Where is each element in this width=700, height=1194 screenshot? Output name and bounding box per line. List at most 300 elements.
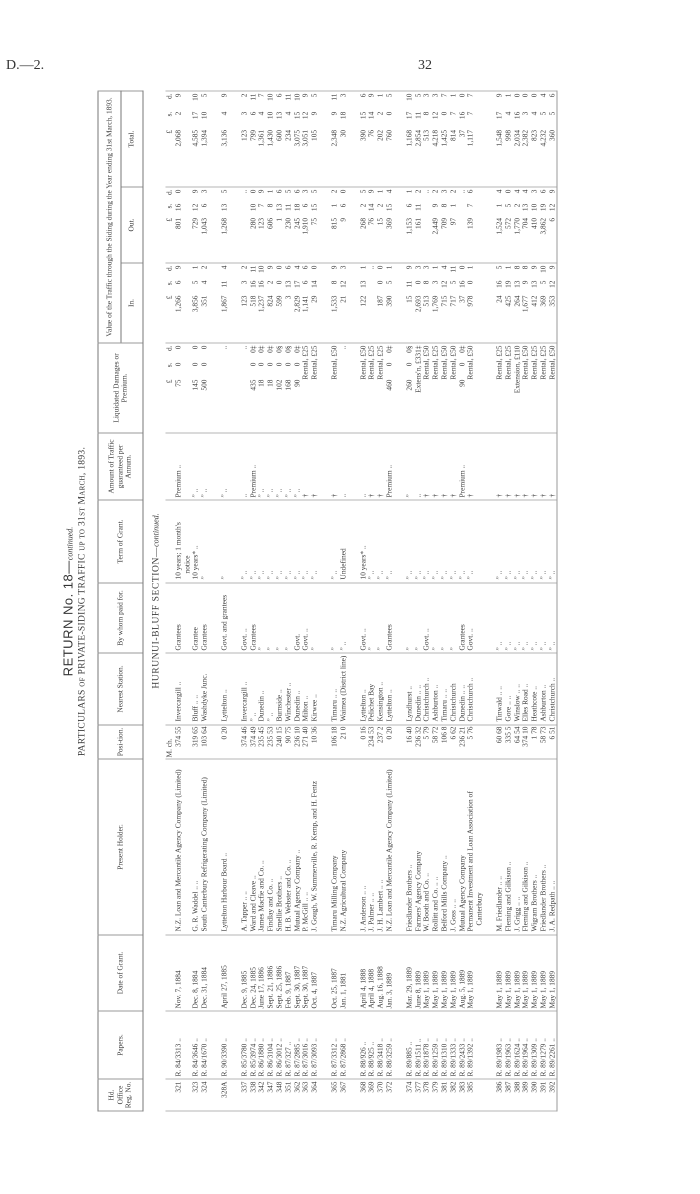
- papers-cell: [174, 1011, 192, 1079]
- shillings: 13: [520, 203, 530, 212]
- position: 58 72: [430, 726, 440, 744]
- papers-cell: [220, 1011, 229, 1079]
- papers: R. 89/1333 ..: [447, 1038, 457, 1077]
- value-in-amount: [466, 266, 475, 341]
- liquidated-damages-amount: [284, 346, 293, 431]
- term-of-grant-cell: [200, 500, 209, 583]
- date-of-grant-cell: [220, 935, 229, 1011]
- pence: 1: [265, 189, 275, 194]
- liquidated-damages: Rental, £50: [520, 345, 530, 380]
- pence: 0: [247, 189, 257, 194]
- shillings: 0: [412, 280, 422, 285]
- pounds: 2,693: [412, 295, 422, 313]
- position: 10 36: [309, 726, 319, 744]
- nearest-station-cell: [385, 653, 394, 725]
- value-out-cell: [385, 187, 394, 263]
- pence: 2: [430, 189, 440, 194]
- gap-cell: [484, 583, 495, 653]
- pounds: 1,361: [256, 129, 266, 147]
- shillings: 12: [430, 111, 440, 120]
- office-reg-no: 378: [421, 1081, 431, 1093]
- present-holder-cell: [449, 759, 458, 935]
- position-cell: [220, 725, 229, 759]
- pounds: 801: [172, 217, 182, 229]
- office-reg-no: 347: [265, 1081, 275, 1093]
- unit-lsd-total: [165, 94, 174, 185]
- shillings: 9: [430, 203, 440, 208]
- pence: 11: [447, 265, 457, 273]
- term-of-grant: 10 years; 1 month's notice: [172, 522, 191, 580]
- value-out-cell: [240, 187, 249, 263]
- value-in-cell: [466, 263, 484, 343]
- office-reg-no: 363: [300, 1081, 310, 1093]
- amount-guaranteed: †: [529, 493, 539, 498]
- value-in-cell: [539, 263, 548, 343]
- pence: 0‡: [247, 345, 257, 353]
- position-cell: [310, 725, 319, 759]
- position: 374 55: [172, 726, 182, 747]
- office-reg-no-cell: [449, 1079, 458, 1111]
- date-of-grant: Jan. 3, 1889: [383, 972, 393, 1009]
- office-reg-no: 389: [520, 1081, 530, 1093]
- paid-by-cell: [257, 583, 266, 653]
- shillings: 2: [172, 111, 182, 116]
- position-cell: [339, 725, 348, 759]
- gap-cell: [348, 433, 359, 500]
- shillings: 16: [172, 203, 182, 212]
- date-of-grant-cell: [200, 935, 209, 1011]
- pounds: 9: [337, 217, 347, 222]
- pence: 0§: [273, 345, 283, 353]
- pence: 9: [256, 189, 266, 194]
- pence: 1: [190, 265, 200, 270]
- amount-guaranteed-cell: [275, 433, 284, 500]
- pence: 3: [199, 189, 209, 194]
- pence: 9: [172, 93, 182, 98]
- present-holder-cell: [504, 759, 513, 935]
- date-of-grant: Mar. 29, 1889: [403, 967, 413, 1009]
- value-in-amount: [440, 266, 449, 341]
- pounds: 2,068: [172, 129, 182, 147]
- papers-cell: [330, 1011, 339, 1079]
- paid-by-cell: [466, 583, 484, 653]
- office-reg-no-cell: [284, 1079, 293, 1111]
- shillings: 4: [282, 111, 292, 116]
- amount-guaranteed-cell: [449, 433, 458, 500]
- pence: 3: [300, 189, 310, 194]
- nearest-station-cell: [284, 653, 293, 725]
- shillings: 12: [546, 280, 556, 288]
- pence: 5: [309, 93, 319, 98]
- position-cell: [200, 725, 209, 759]
- paid-by-cell: [220, 583, 229, 653]
- present-holder-cell: [284, 759, 293, 935]
- office-reg-no: 370: [375, 1081, 385, 1093]
- shillings: 1: [447, 203, 457, 208]
- unit-pounds: £: [164, 379, 173, 384]
- office-reg-no-cell: [200, 1079, 209, 1111]
- date-of-grant: June 8, 1889: [412, 970, 422, 1009]
- nearest-station: Lyndhurst ..: [403, 685, 413, 722]
- gap-cell: [229, 91, 240, 187]
- present-holder: Timaru Milling Company: [328, 855, 338, 932]
- gap-cell: [319, 1079, 330, 1111]
- pounds: 729: [190, 217, 200, 229]
- liquidated-damages: Rental, £25: [529, 345, 539, 380]
- paid-by: ”: [375, 647, 385, 651]
- shillings: 2: [375, 111, 385, 116]
- pence: 10: [403, 93, 413, 101]
- pence: 0: [337, 189, 347, 194]
- office-reg-no: 348: [273, 1081, 283, 1093]
- nearest-station: Tinwald .. ..: [493, 686, 503, 722]
- position-cell: [385, 725, 394, 759]
- pounds: 704: [520, 217, 530, 229]
- shillings: 13: [273, 111, 283, 120]
- position: 319 65: [190, 726, 200, 747]
- nearest-station: Dunedin .. ..: [456, 684, 466, 722]
- gap-cell: [229, 935, 240, 1011]
- pounds: 1,548: [493, 129, 503, 147]
- amount-guaranteed: †: [430, 493, 440, 498]
- liquidated-damages-amount: [200, 346, 209, 431]
- gap-cell: [319, 500, 330, 583]
- value-in-cell: [385, 263, 394, 343]
- pounds: 4,232: [537, 129, 547, 147]
- nearest-station: Dunedin .. ..: [412, 684, 422, 722]
- nearest-station: Dunedin ..: [256, 690, 266, 722]
- date-of-grant-cell: [240, 935, 249, 1011]
- shillings: 15: [309, 203, 319, 212]
- shillings: 0: [256, 362, 266, 367]
- amount-guaranteed: †: [493, 493, 503, 498]
- gap-cell: [484, 187, 495, 263]
- gap-cell: [394, 725, 405, 759]
- pounds: 21: [337, 295, 347, 303]
- pence: 0‡: [265, 345, 275, 353]
- term-of-grant-cell: [539, 500, 548, 583]
- gap-cell: [348, 500, 359, 583]
- pounds: 435: [247, 379, 257, 391]
- value-total-cell: [539, 91, 548, 187]
- value-total-cell: [359, 91, 368, 187]
- office-reg-no: 372: [383, 1081, 393, 1093]
- shillings: 4: [256, 111, 266, 116]
- value-in-cell: [301, 263, 310, 343]
- table-body: [143, 91, 557, 1111]
- shillings: 16: [456, 280, 466, 288]
- liquidated-damages-cell: [275, 343, 284, 433]
- pounds: 268: [357, 217, 367, 229]
- shillings: 15: [291, 111, 301, 120]
- term-of-grant-cell: [284, 500, 293, 583]
- return-continued: continued.: [65, 526, 74, 561]
- papers: R. 89/1878 ..: [421, 1038, 431, 1077]
- date-of-grant-cell: [504, 935, 513, 1011]
- paid-by-cell: [449, 583, 458, 653]
- value-out-cell: [220, 187, 229, 263]
- amount-guaranteed: ” ..: [190, 488, 200, 498]
- date-of-grant: May 1, 1889: [546, 970, 556, 1009]
- liquidated-damages: Rental, £25: [493, 345, 503, 380]
- gap-cell: [319, 759, 330, 935]
- gap-cell: [394, 1079, 405, 1111]
- pence: 0: [520, 93, 530, 98]
- papers: R. 89/1279 ..: [537, 1038, 547, 1077]
- amount-guaranteed: Premium ..: [172, 464, 182, 498]
- paid-by-cell: [301, 583, 310, 653]
- value-out-cell: [405, 187, 414, 263]
- liquidated-damages-cell: [284, 343, 293, 433]
- unit-pounds: £: [164, 295, 173, 300]
- shillings: 0: [375, 280, 385, 285]
- papers: R. 88/3259 ..: [383, 1038, 393, 1077]
- value-in-cell: [339, 263, 348, 343]
- section-continued: continued.: [150, 513, 160, 547]
- section-name: HURUNUI-BLUFF SECTION—: [150, 546, 161, 689]
- present-holder: Friedlander Brothers ..: [537, 864, 547, 932]
- pence: 6: [300, 265, 310, 270]
- pounds: 234: [282, 129, 292, 141]
- position-cell: [548, 725, 557, 759]
- page-number: 32: [418, 58, 432, 73]
- header-office-reg-no: Hd. Office Reg. No.: [98, 1079, 143, 1111]
- value-out-amount: [200, 190, 209, 261]
- term-of-grant: ” ..: [502, 570, 512, 580]
- position: 236 21: [456, 726, 466, 747]
- nearest-station: Lyttelton ..: [218, 689, 228, 722]
- gap-cell: [209, 725, 220, 759]
- position: 237 2: [375, 726, 385, 744]
- present-holder: Mutual Agency Company ..: [291, 849, 301, 932]
- unit-shillings: s.: [164, 280, 173, 286]
- amount-guaranteed: †: [421, 493, 431, 498]
- pounds: 18: [256, 379, 266, 387]
- pence: 0‡: [383, 345, 393, 353]
- pence: 3: [412, 265, 422, 270]
- shillings: 0: [383, 111, 393, 116]
- term-of-grant: ”: [199, 576, 209, 580]
- term-of-grant: ” ..: [300, 570, 310, 580]
- table-row: [174, 91, 192, 1111]
- pence: 9: [493, 93, 503, 98]
- gap-cell: [484, 91, 495, 187]
- pence: 10: [256, 265, 266, 273]
- nearest-station: Winchester ..: [282, 682, 292, 722]
- papers-cell: [275, 1011, 284, 1079]
- pence: 9: [218, 93, 228, 98]
- amount-guaranteed-cell: [539, 433, 548, 500]
- present-holder-cell: [310, 759, 319, 935]
- liquidated-damages: Extens'n, £331‡: [412, 345, 422, 393]
- value-total-amount: [275, 94, 284, 185]
- gap-cell: [229, 263, 240, 343]
- shillings: 0: [172, 362, 182, 367]
- table-row: [249, 91, 258, 1111]
- pence: 2: [328, 189, 338, 194]
- office-reg-no-cell: [330, 1079, 339, 1111]
- pounds: 600: [273, 129, 283, 141]
- pounds: 1,141: [300, 295, 310, 313]
- amount-guaranteed: Premium ..: [456, 464, 466, 498]
- shillings: 7: [256, 203, 266, 208]
- pounds: 1,117: [465, 129, 475, 147]
- papers: R. 84/1670 ..: [199, 1038, 209, 1077]
- header-total: Total.: [121, 91, 143, 187]
- unit-pounds: £: [164, 217, 173, 222]
- pence: 5: [357, 189, 367, 194]
- value-in-amount: [495, 266, 504, 341]
- pence: 0: [273, 265, 283, 270]
- shillings: 0: [265, 362, 275, 367]
- value-out-amount: [440, 190, 449, 261]
- office-reg-no-cell: [385, 1079, 394, 1111]
- unit-lsd-damages: [165, 346, 174, 431]
- pence: 4: [438, 265, 448, 270]
- office-reg-no-cell: [548, 1079, 557, 1111]
- paid-by-cell: [330, 583, 339, 653]
- shillings: 11: [218, 280, 228, 288]
- papers: R. 87/327 ..: [282, 1041, 292, 1077]
- gap-cell: [348, 91, 359, 187]
- nearest-station: ” ..: [247, 712, 257, 722]
- amount-guaranteed: †: [537, 493, 547, 498]
- papers: R. 89/1624 ..: [511, 1038, 521, 1077]
- present-holder: Fleming and Gilkison ..: [502, 861, 512, 932]
- pence: 6: [357, 93, 367, 98]
- present-holder: J. Goss .. ..: [447, 899, 457, 932]
- unit-shillings: s.: [164, 111, 173, 117]
- nearest-station: Christchurch: [447, 683, 457, 722]
- gap-cell: [319, 91, 330, 187]
- office-reg-no: 328A: [218, 1081, 228, 1098]
- pounds: 369: [537, 295, 547, 307]
- amount-guaranteed: †: [546, 493, 556, 498]
- nearest-station-cell: [548, 653, 557, 725]
- shillings: 5: [383, 280, 393, 285]
- amount-guaranteed: †: [438, 493, 448, 498]
- present-holder-cell: [495, 759, 504, 935]
- shillings: 13: [273, 203, 283, 212]
- unit-pounds: £: [164, 129, 173, 134]
- papers: R. 86/1880 ..: [256, 1038, 266, 1077]
- pounds: 1,533: [328, 295, 338, 313]
- pounds: 1,168: [403, 129, 413, 147]
- pence: 2: [412, 189, 422, 194]
- gap-cell: [484, 343, 495, 433]
- term-of-grant-cell: [385, 500, 394, 583]
- present-holder-cell: [440, 759, 449, 935]
- term-of-grant: ” ..: [265, 570, 275, 580]
- amount-guaranteed: ” ..: [218, 488, 228, 498]
- present-holder-cell: [385, 759, 394, 935]
- value-out-amount: [275, 190, 284, 261]
- paid-by: ”: [309, 647, 319, 651]
- pounds: 4,218: [430, 129, 440, 147]
- value-out-amount: [414, 190, 423, 261]
- date-of-grant-cell: [405, 935, 414, 1011]
- value-out-cell: [266, 187, 275, 263]
- pence: 2: [238, 265, 248, 270]
- amount-guaranteed: ” ..: [199, 488, 209, 498]
- present-holder: N.Z. Loan and Mercantile Agency Company (Limited): [383, 769, 393, 932]
- pounds: 606: [265, 217, 275, 229]
- office-reg-no-cell: [539, 1079, 548, 1111]
- nearest-station: Kensington ..: [375, 681, 385, 722]
- liquidated-damages: Rental, £50: [421, 345, 431, 380]
- office-reg-no: 374: [403, 1081, 413, 1093]
- table-row: [310, 91, 319, 1111]
- position: 374 10: [520, 726, 530, 747]
- present-holder-cell: [539, 759, 548, 935]
- pence: 7: [256, 93, 266, 98]
- pence: 1: [430, 265, 440, 270]
- value-total-amount: [539, 94, 548, 185]
- section-heading: [143, 91, 166, 1111]
- gap-cell: [484, 1079, 495, 1111]
- date-of-grant-cell: [284, 935, 293, 1011]
- gap-cell: [319, 433, 330, 500]
- table-row: [359, 91, 368, 1111]
- position: 235 53: [265, 726, 275, 747]
- value-out-cell: [504, 187, 513, 263]
- amount-guaranteed-cell: [220, 433, 229, 500]
- papers-cell: [548, 1011, 557, 1079]
- papers: R. 89/1983 ..: [493, 1038, 503, 1077]
- office-reg-no: 351: [282, 1081, 292, 1093]
- amount-guaranteed: †: [502, 493, 512, 498]
- paid-by: Govt. ..: [238, 628, 248, 651]
- value-in-amount: [174, 266, 183, 341]
- amount-guaranteed-cell: [339, 433, 348, 500]
- liquidated-damages-amount: [249, 346, 258, 431]
- header-present-holder: Present Holder.: [98, 759, 143, 935]
- pounds: 105: [309, 129, 319, 141]
- pounds: 760: [383, 129, 393, 141]
- pence: 1: [375, 189, 385, 194]
- pence: 4: [493, 189, 503, 194]
- value-out-amount: [405, 190, 414, 261]
- pence: 9: [529, 265, 539, 270]
- gap-cell: [394, 653, 405, 725]
- gap-cell: [484, 725, 495, 759]
- date-of-grant: May 1, 1889: [520, 970, 530, 1009]
- gap-cell: [209, 187, 220, 263]
- pounds: 90: [456, 379, 466, 387]
- amount-guaranteed-cell: [521, 433, 530, 500]
- pounds: 37: [456, 129, 466, 138]
- papers-cell: [385, 1011, 394, 1079]
- pence: 4: [218, 265, 228, 270]
- shillings: 2: [265, 280, 275, 285]
- paid-by: ”: [438, 647, 448, 651]
- unit-lsd-out: [165, 190, 174, 261]
- term-of-grant-cell: [220, 500, 229, 583]
- value-in-amount: [548, 266, 557, 341]
- pence: 9: [366, 93, 376, 98]
- paid-by-cell: [431, 583, 440, 653]
- pence: 2: [447, 189, 457, 194]
- liquidated-damages-cell: [240, 343, 249, 433]
- pence: 11: [282, 93, 292, 101]
- shillings: 16: [256, 280, 266, 288]
- liquidated-damages-cell: [200, 343, 209, 433]
- nearest-station-cell: [495, 653, 504, 725]
- shillings: 5: [190, 280, 200, 285]
- pounds: 6: [546, 217, 556, 222]
- nearest-station-cell: [466, 653, 484, 725]
- pence: 2: [238, 93, 248, 98]
